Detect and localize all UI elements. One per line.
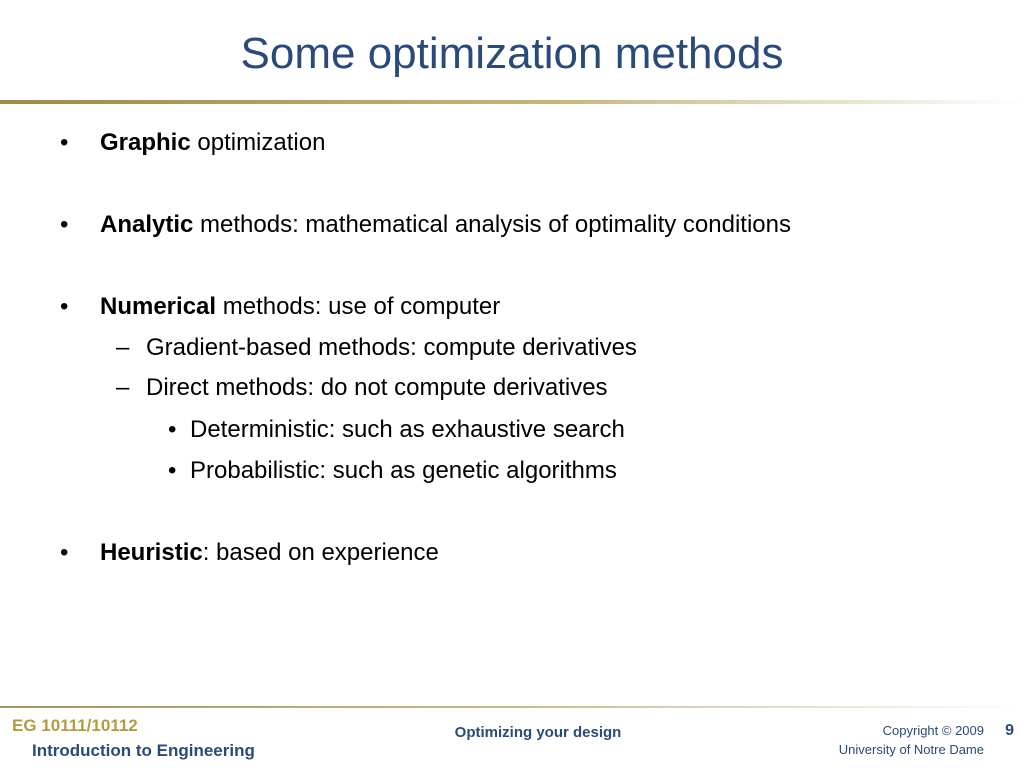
sub-sub-bullet-text: Deterministic: such as exhaustive search (190, 416, 625, 443)
footer-course-code: EG 10111/10112 (12, 716, 138, 735)
sub-sub-bullet-marker: • (168, 457, 177, 484)
bullet-keyword: Heuristic (100, 539, 203, 566)
bullet-text: methods: use of computer (216, 293, 501, 320)
title-divider (0, 100, 1024, 104)
sub-bullet-marker: – (116, 374, 130, 401)
bullet-marker: • (60, 539, 69, 566)
copyright-line-1: Copyright © 2009 (882, 723, 984, 738)
footer-divider (0, 706, 1024, 708)
bullet-text: : based on experience (202, 539, 439, 566)
bullet-keyword: Analytic (100, 211, 194, 238)
bullet-marker: • (60, 211, 69, 238)
footer-topic: Optimizing your design (454, 724, 622, 741)
bullet-keyword: Graphic (100, 129, 191, 156)
bullet-text: optimization (190, 129, 326, 156)
sub-bullet-text: Gradient-based methods: compute derivatives (146, 334, 637, 361)
slide-title: Some optimization methods (240, 29, 784, 78)
footer-copyright (839, 721, 984, 759)
copyright-line-2: University of Notre Dame (838, 742, 984, 757)
page-number: 9 (1005, 722, 1014, 739)
bullet-marker: • (60, 129, 69, 156)
sub-bullet-marker: – (116, 334, 130, 361)
footer-course-name: Introduction to Engineering (32, 741, 255, 760)
bullet-marker: • (60, 293, 69, 320)
sub-sub-bullet-marker: • (168, 416, 177, 443)
bullet-keyword: Numerical (100, 293, 217, 320)
bullet-text: methods: mathematical analysis of optimality conditions (193, 211, 791, 238)
sub-bullet-text: Direct methods: do not compute derivatives (146, 374, 608, 401)
sub-sub-bullet-text: Probabilistic: such as genetic algorithms (190, 457, 617, 484)
